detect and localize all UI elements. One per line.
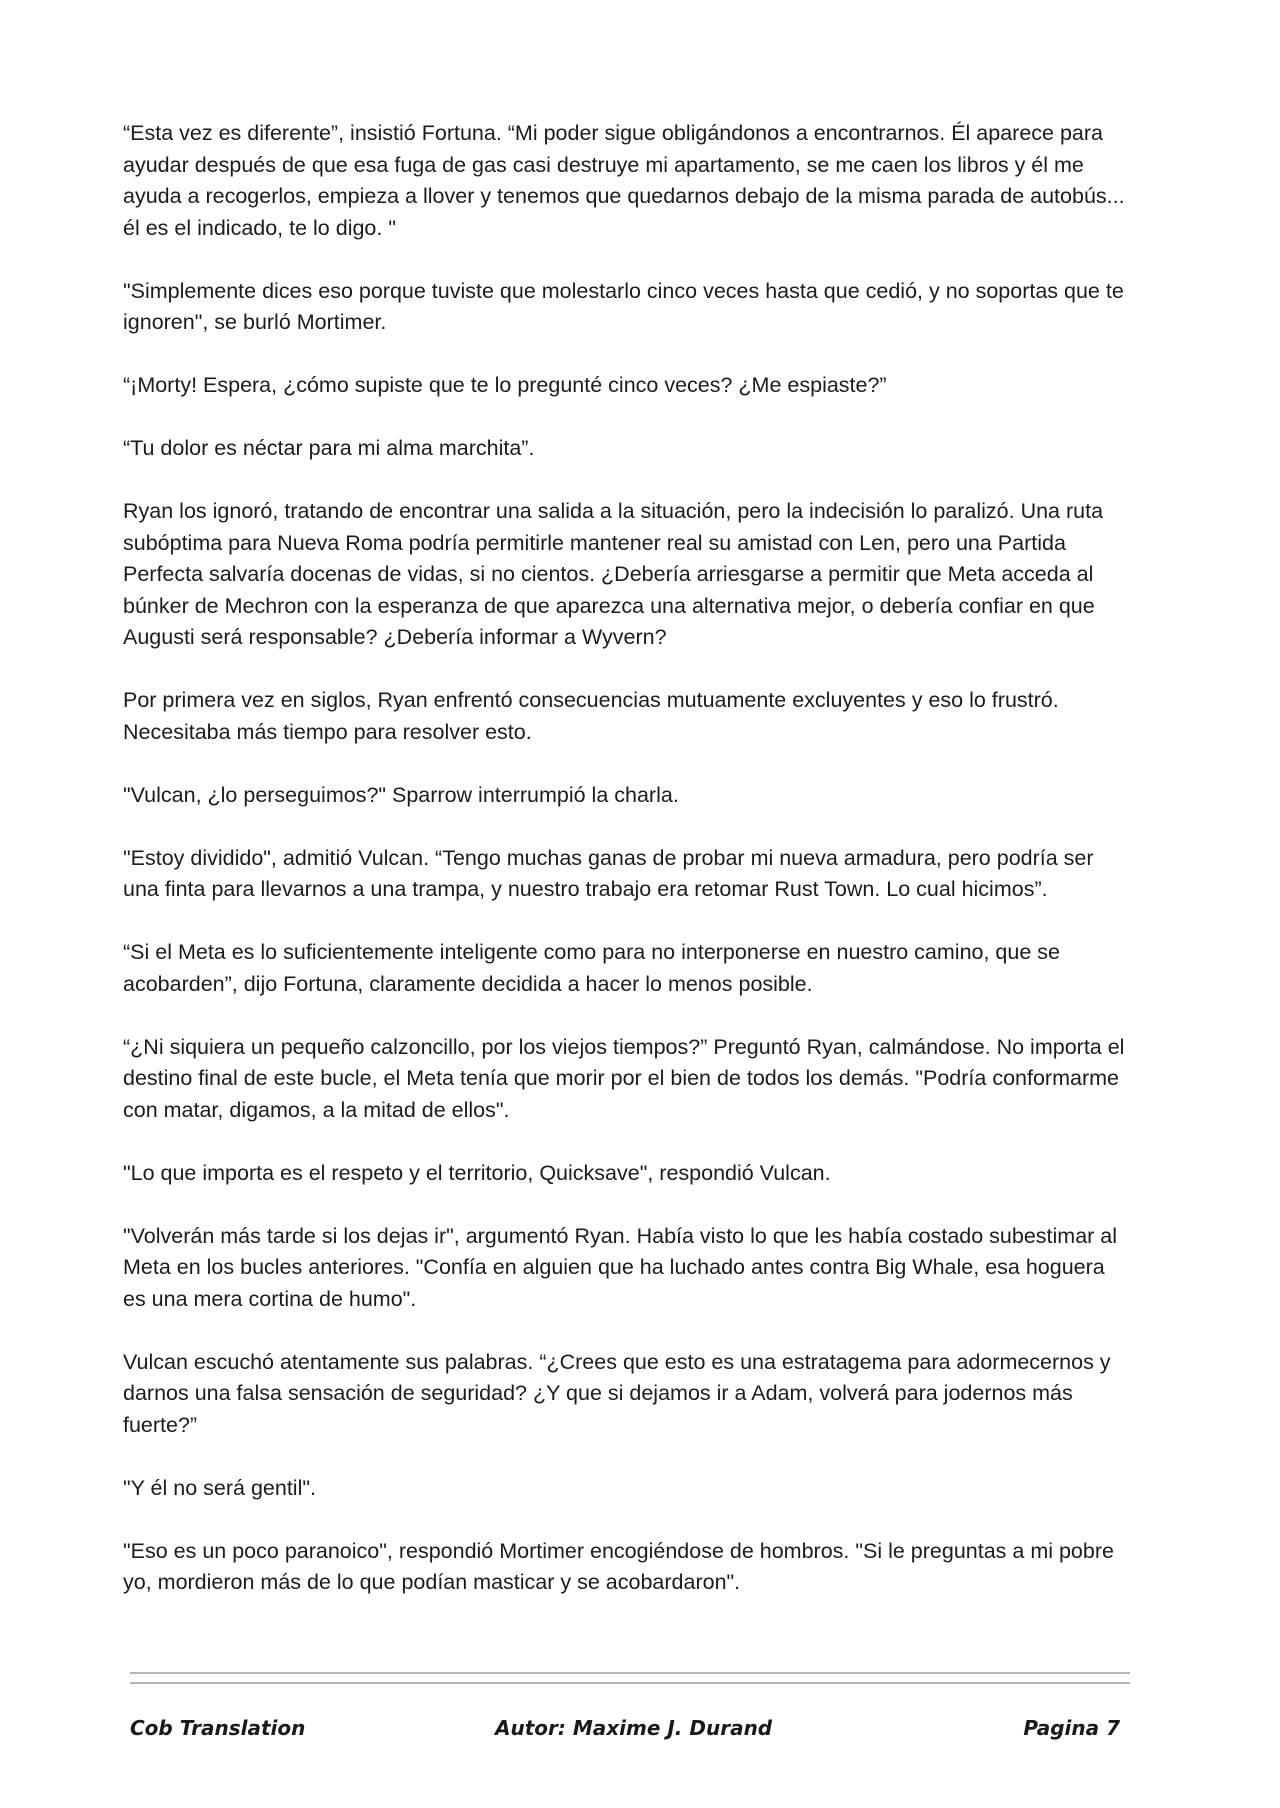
paragraph-10: “¿Ni siquiera un pequeño calzoncillo, por los viejos tiempos?” Preguntó Ryan, calmándose. No importa el destino final de este bucle, el Meta tenía que morir por el bien de todos los demás. "Podría conformarme con matar, digamos, a la mitad de ellos".: [123, 1034, 1125, 1122]
paragraph-3: “¡Morty! Espera, ¿cómo supiste que te lo pregunté cinco veces? ¿Me espiaste?”: [123, 373, 887, 397]
footer-translator: Cob Translation: [130, 1716, 306, 1740]
footer-divider-top: [130, 1672, 1130, 1674]
paragraph-11: "Lo que importa es el respeto y el territorio, Quicksave", respondió Vulcan.: [123, 1160, 831, 1185]
paragraph-7: "Vulcan, ¿lo perseguimos?" Sparrow interrumpió la charla.: [123, 782, 679, 807]
paragraph-13: Vulcan escuchó atentamente sus palabras. “¿Crees que esto es una estratagema para adormecernos y darnos una falsa sensación de seguridad? ¿Y que si dejamos ir a Adam, volverá para jodernos más fuerte?”: [123, 1349, 1111, 1437]
paragraph-6: Por primera vez en siglos, Ryan enfrentó consecuencias mutuamente excluyentes y eso lo frustró. Necesitaba más tiempo para resolver esto.: [123, 688, 1059, 744]
paragraph-15: "Eso es un poco paranoico", respondió Mortimer encogiéndose de hombros. "Si le preguntas a mi pobre yo, mordieron más de lo que podían masticar y se acobardaron".: [123, 1538, 1114, 1594]
paragraph-2: "Simplemente dices eso porque tuviste que molestarlo cinco veces hasta que cedió, y no soportas que te ignoren", se burló Mortimer.: [123, 278, 1124, 334]
footer-author: Autor: Maxime J. Durand: [495, 1716, 773, 1740]
paragraph-1: “Esta vez es diferente”, insistió Fortuna. “Mi poder sigue obligándonos a encontrarnos. Él aparece para ayudar después de que esa fuga de gas casi destruye mi apartamento, se me caen los libros y él me ayuda a recogerlos, empieza a llover y tenemos que quedarnos debajo de la misma parada de autobús... él es el indicado, te lo digo. ": [123, 121, 1125, 240]
paragraph-12: "Volverán más tarde si los dejas ir", argumentó Ryan. Había visto lo que les había costado subestimar al Meta en los bucles anteriores. "Confía en alguien que ha luchado antes contra Big Whale, esa hoguera es una mera cortina de humo".: [123, 1223, 1118, 1311]
body-text: [123, 118, 1133, 1599]
paragraph-4: “Tu dolor es néctar para mi alma marchita”.: [123, 436, 535, 460]
paragraph-14: "Y él no será gentil".: [123, 1475, 316, 1500]
paragraph-5: Ryan los ignoró, tratando de encontrar una salida a la situación, pero la indecisión lo paralizó. Una ruta subóptima para Nueva Roma podría permitirle mantener real su amistad con Len, pero una Partida Perfecta salvaría docenas de vidas, si no cientos. ¿Debería arriesgarse a permitir que Meta acceda al búnker de Mechron con la esperanza de que aparezca una alternativa mejor, o debería confiar en que Augusti será responsable? ¿Debería informar a Wyvern?: [123, 499, 1104, 649]
footer-page-number: Pagina 7: [1023, 1716, 1120, 1740]
footer-divider-bottom: [130, 1682, 1130, 1684]
paragraph-9: “Si el Meta es lo suficientemente inteligente como para no interponerse en nuestro camino, que se acobarden”, dijo Fortuna, claramente decidida a hacer lo menos posible.: [123, 940, 1060, 996]
paragraph-8: "Estoy dividido", admitió Vulcan. “Tengo muchas ganas de probar mi nueva armadura, pero podría ser una finta para llevarnos a una trampa, y nuestro trabajo era retomar Rust Town. Lo cual hicimos”.: [123, 845, 1094, 901]
